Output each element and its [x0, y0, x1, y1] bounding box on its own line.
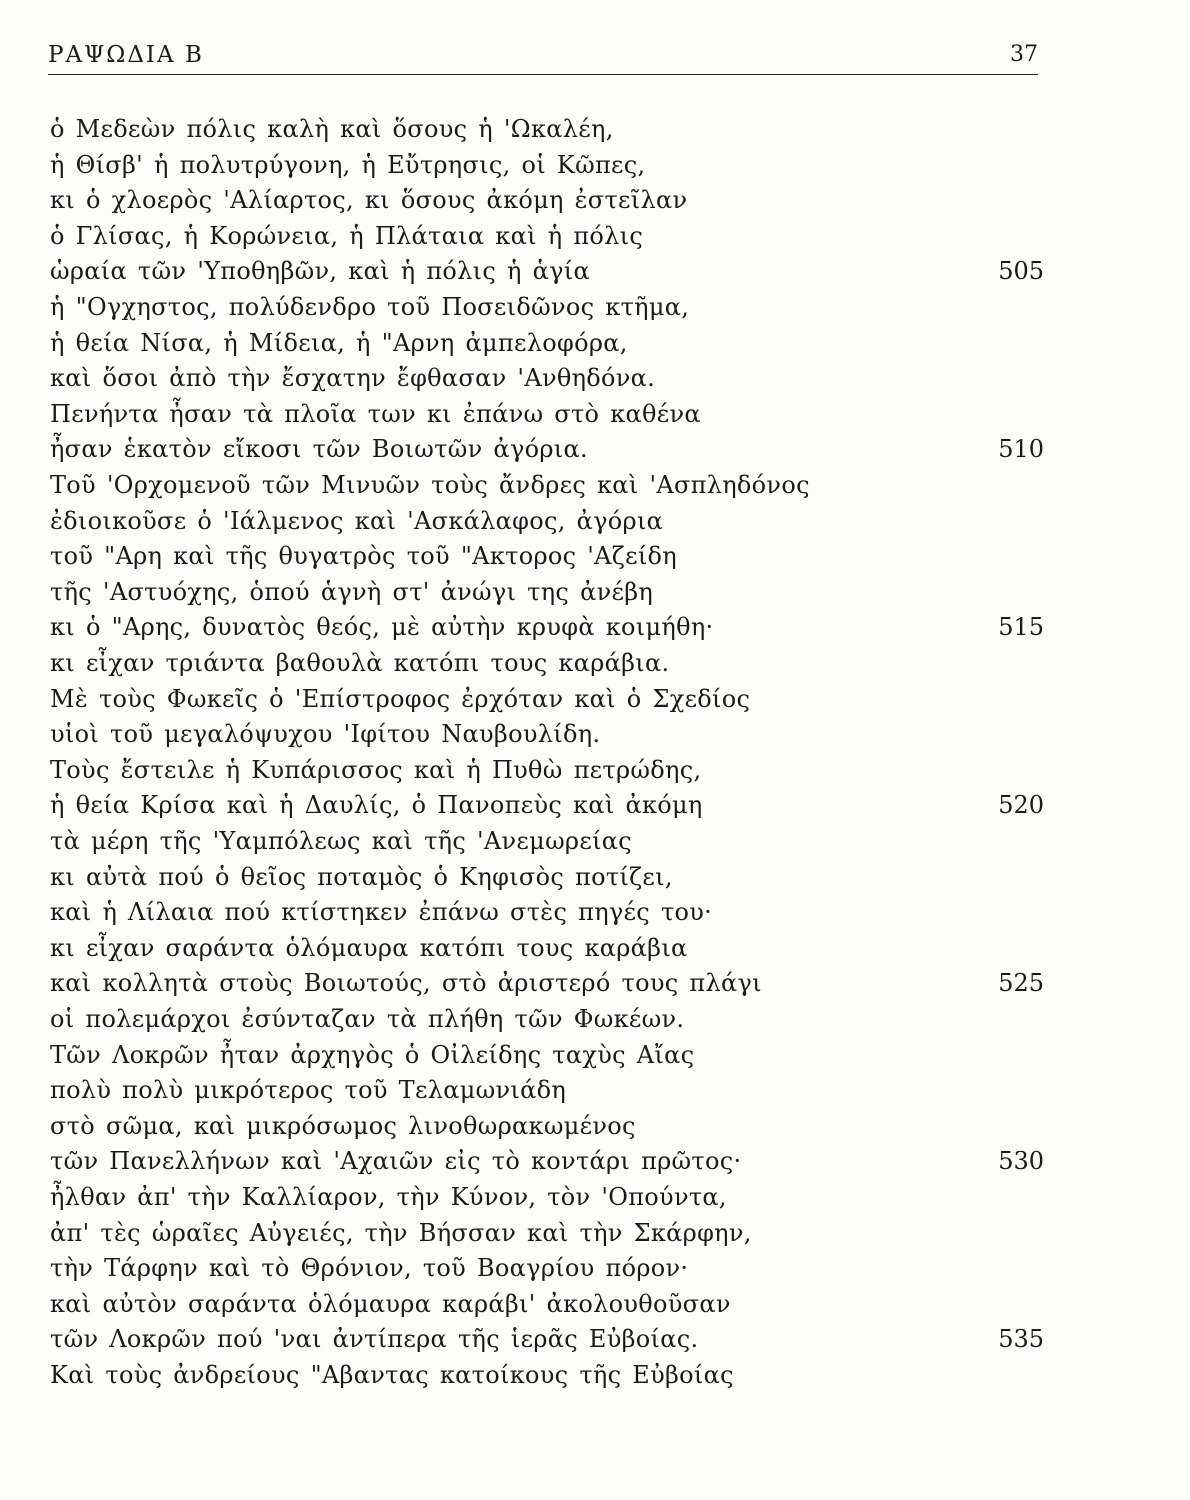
verse-line — [0, 1216, 1190, 1251]
verse-line — [0, 504, 1190, 539]
verse-text: κι εἶχαν σαράντα ὁλόμαυρα κατόπι τους καράβια — [50, 933, 688, 962]
verse-text: καὶ αὐτὸν σαράντα ὁλόμαυρα καράβι' ἀκολουθοῦσαν — [50, 1289, 731, 1318]
verse-text: ἡ θεία Κρίσα καὶ ἡ Δαυλίς, ὁ Πανοπεὺς καὶ ἀκόμη — [50, 791, 703, 820]
verse-line — [0, 326, 1190, 361]
verse-text: τῆς 'Αστυόχης, ὁπού ἁγνὴ στ' ἀνώγι της ἀνέβη — [50, 577, 654, 606]
verse-line — [0, 1002, 1190, 1037]
verse-text: τὰ μέρη τῆς 'Υαμπόλεως καὶ τῆς 'Ανεμωρείας — [50, 827, 633, 855]
verse-text: ὁ Μεδεὼν πόλις καλὴ καὶ ὅσους ἡ 'Ωκαλέη, — [50, 115, 614, 143]
running-head — [48, 40, 1038, 75]
verse-line — [0, 219, 1190, 254]
verse-line — [0, 646, 1190, 681]
verse-text: ἡ Θίσβ' ἡ πολυτρύγονη, ἡ Εὔτρησις, οἱ Κῶπες, — [50, 150, 646, 179]
verse-text: Τῶν Λοκρῶν ἦταν ἀρχηγὸς ὁ Οἰλείδης ταχὺς Αἴας — [50, 1040, 695, 1069]
verse-text: κι αὐτὰ πού ὁ θεῖος ποταμὸς ὁ Κηφισὸς ποτίζει, — [50, 862, 673, 891]
verse-text: τῶν Πανελλήνων καὶ 'Αχαιῶν εἰς τὸ κοντάρι πρῶτος· — [50, 1147, 742, 1176]
line-number: 520 — [998, 791, 1044, 820]
verse-line — [0, 361, 1190, 396]
verse-text: Τοὺς ἔστειλε ἡ Κυπάρισσος καὶ ἡ Πυθὼ πετρώδης, — [50, 755, 702, 784]
verse-line — [0, 290, 1190, 325]
verse-line — [0, 432, 1190, 467]
verse-text: τὴν Τάρφην καὶ τὸ Θρόνιον, τοῦ Βοαγρίου πόρον· — [50, 1254, 689, 1283]
verse-text: πολὺ πολὺ μικρότερος τοῦ Τελαμωνιάδη — [50, 1076, 567, 1105]
verse-line — [0, 1073, 1190, 1108]
line-number: 510 — [998, 435, 1044, 464]
line-number: 515 — [998, 613, 1044, 642]
verse-text: ἦλθαν ἀπ' τὴν Καλλίαρον, τὴν Κύνον, τὸν 'Οπούντα, — [50, 1183, 727, 1211]
verse-text: στὸ σῶμα, καὶ μικρόσωμος λινοθωρακωμένος — [50, 1111, 636, 1140]
verse-line — [0, 1180, 1190, 1215]
verse-line — [0, 682, 1190, 717]
verse-text: Πενήντα ἦσαν τὰ πλοῖα των κι ἐπάνω στὸ καθένα — [50, 399, 701, 428]
line-number: 530 — [998, 1147, 1044, 1176]
verse-line — [0, 610, 1190, 645]
line-number: 505 — [998, 257, 1044, 286]
verse-text: τοῦ "Αρη καὶ τῆς θυγατρὸς τοῦ "Ακτορος 'Αζείδη — [50, 542, 677, 571]
verse-text: καὶ ὅσοι ἀπὸ τὴν ἔσχατην ἔφθασαν 'Ανθηδόνα. — [50, 364, 656, 393]
verse-text: ἀπ' τὲς ὡραῖες Αὐγειές, τὴν Βήσσαν καὶ τὴν Σκάρφην, — [50, 1218, 752, 1247]
verse-text: οἱ πολεμάρχοι ἐσύνταζαν τὰ πλήθη τῶν Φωκέων. — [50, 1005, 685, 1033]
verse-text: Καὶ τοὺς ἀνδρείους "Αβαντας κατοίκους τῆς Εὐβοίας — [50, 1361, 734, 1389]
verse-line — [0, 1322, 1190, 1357]
page-number: 37 — [1010, 42, 1038, 67]
verse-text: ὁ Γλίσας, ἡ Κορώνεια, ἡ Πλάταια καὶ ἡ πόλις — [50, 221, 644, 250]
verse-line — [0, 254, 1190, 289]
verse-text: καὶ ἡ Λίλαια πού κτίστηκεν ἐπάνω στὲς πηγές του· — [50, 898, 713, 927]
verse-text: τῶν Λοκρῶν πού 'ναι ἀντίπερα τῆς ἱερᾶς Εὐβοίας. — [50, 1325, 699, 1354]
verse-line — [0, 717, 1190, 752]
verse-line — [0, 148, 1190, 183]
verse-text: ἡ "Ογχηστος, πολύδενδρο τοῦ Ποσειδῶνος κτῆμα, — [50, 293, 690, 321]
verse-line — [0, 1287, 1190, 1322]
verse-text: ὡραία τῶν 'Υποθηβῶν, καὶ ἡ πόλις ἡ ἁγία — [50, 257, 591, 286]
verse-line — [0, 112, 1190, 147]
verse-line — [0, 1358, 1190, 1393]
line-number: 535 — [998, 1325, 1044, 1354]
verse-line — [0, 824, 1190, 859]
verse-line — [0, 860, 1190, 895]
verse-line — [0, 183, 1190, 218]
verse-line — [0, 1038, 1190, 1073]
verse-line — [0, 1144, 1190, 1179]
verse-text: κι ὁ "Αρης, δυνατὸς θεός, μὲ αὐτὴν κρυφὰ κοιμήθη· — [50, 613, 714, 642]
verse-text: υἱοὶ τοῦ μεγαλόψυχου 'Ιφίτου Ναυβουλίδη. — [50, 720, 601, 749]
verse-text: Τοῦ 'Ορχομενοῦ τῶν Μινυῶν τοὺς ἄνδρες καὶ 'Ασπληδόνος — [50, 471, 810, 499]
verse-line — [0, 966, 1190, 1001]
line-number: 525 — [998, 969, 1044, 998]
verse-line — [0, 539, 1190, 574]
verse-text: κι εἶχαν τριάντα βαθουλὰ κατόπι τους καράβια. — [50, 649, 670, 677]
verse-text: ἦσαν ἑκατὸν εἴκοσι τῶν Βοιωτῶν ἀγόρια. — [50, 435, 588, 464]
verse-text: ἐδιοικοῦσε ὁ 'Ιάλμενος καὶ 'Ασκάλαφος, ἀγόρια — [50, 506, 664, 535]
chapter-title: ΡΑΨΩΔΙΑ Β — [48, 42, 204, 68]
verse-line — [0, 575, 1190, 610]
verse-line — [0, 1109, 1190, 1144]
verse-line — [0, 1251, 1190, 1286]
verse-text: καὶ κολλητὰ στοὺς Βοιωτούς, στὸ ἀριστερό τους πλάγι — [50, 969, 762, 998]
verse-text: κι ὁ χλοερὸς 'Αλίαρτος, κι ὅσους ἀκόμη ἐστεῖλαν — [50, 186, 688, 215]
verse-line — [0, 788, 1190, 823]
verse-text: Μὲ τοὺς Φωκεῖς ὁ 'Επίστροφος ἐρχόταν καὶ ὁ Σχεδίος — [50, 684, 751, 713]
verse-line — [0, 753, 1190, 788]
verse-text: ἡ θεία Νίσα, ἡ Μίδεια, ἡ "Αρνη ἀμπελοφόρα, — [50, 328, 628, 357]
verse-line — [0, 468, 1190, 503]
verse-line — [0, 895, 1190, 930]
verse-line — [0, 397, 1190, 432]
verse-line — [0, 931, 1190, 966]
